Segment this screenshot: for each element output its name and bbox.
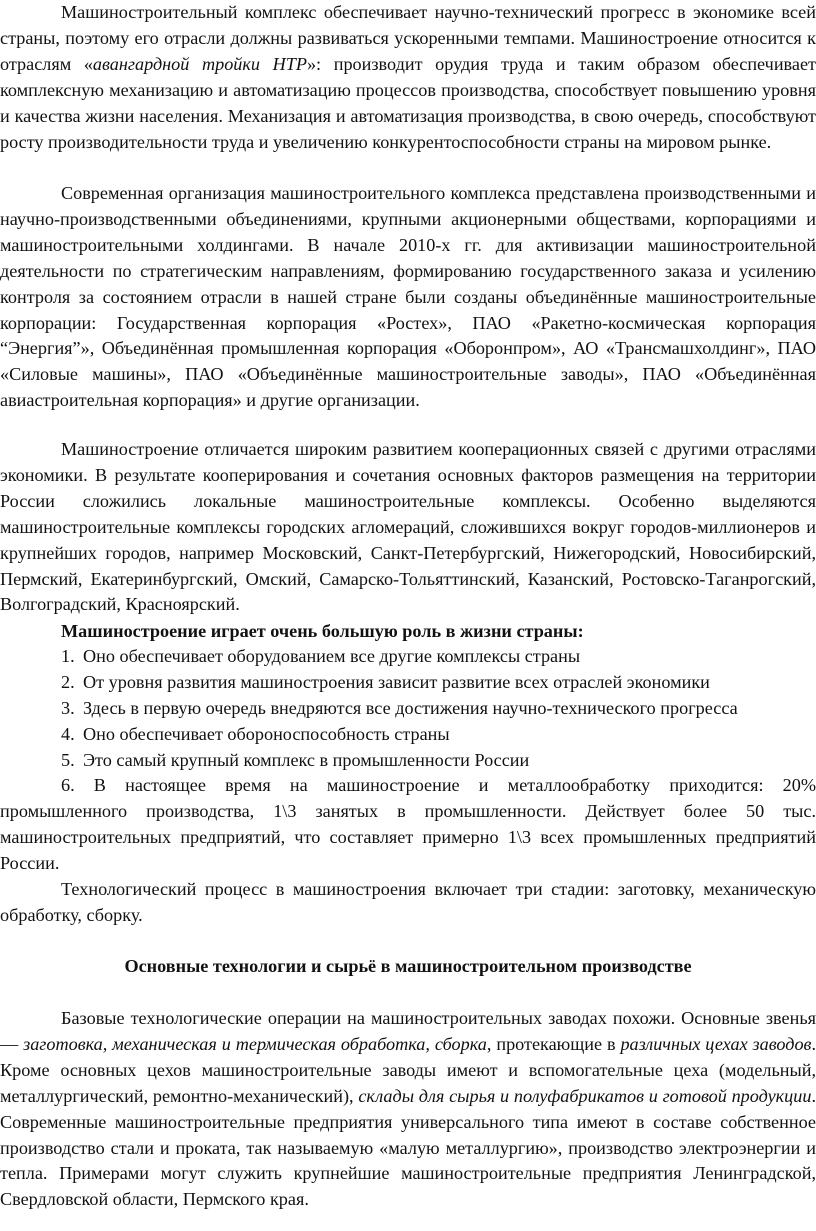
ops-italic-2: различных цехах заводов	[620, 1033, 812, 1054]
list-number: 4.	[61, 724, 75, 744]
list-text: От уровня развития машиностроения зависит развитие всех отраслей экономики	[83, 672, 710, 692]
list-item	[61, 722, 816, 748]
intro-text-a: Машиностроительный комплекс обеспечивает научно-технический прогресс в экономике всей страны, поэтому его отрасли должны развиваться ускоренными темпами. Машиностроение относится к отраслям «	[0, 2, 816, 74]
ops-text-a: Базовые технологические операции на машиностроительных заводах похожи. Основные звенья —	[0, 1008, 816, 1054]
paragraph-intro	[0, 0, 816, 155]
list-text: Оно обеспечивает обороноспособность страны	[83, 724, 450, 744]
paragraph-base-operations	[0, 1006, 816, 1213]
ops-text-b: , протекающие в	[486, 1033, 621, 1054]
section-heading: Основные технологии и сырьё в машиностроительном производстве	[124, 956, 692, 976]
paragraph-technology-stages: Технологический процесс в машиностроения включает три стадии: заготовку, механическую обработку, сборку.	[0, 879, 816, 925]
list-item	[61, 696, 816, 722]
paragraph-organization: Современная организация машиностроительного комплекса представлена производственными и научно-производственными объединениями, крупными акционерными обществами, корпорациями и машиностроительными холдингами. В начале 2010-х гг. для активизации машиностроительной деятельности по стратегическим направлениям, формированию государственного заказа и усилению контроля за состоянием отрасли в нашей стране были созданы объединённые машиностроительные корпорации: Государственная корпорация «Ростех», ПАО «Ракетно-космическая корпорация “Энергия”», Объединённая промышленная корпорация «Оборонпром», АО «Трансмашхолдинг», ПАО «Силовые машины», ПАО «Объединённые машиностроительные заводы», ПАО «Объединённая авиастроительная корпорация» и другие организации.	[0, 183, 816, 411]
list-item	[61, 748, 816, 774]
list-number: 2.	[61, 672, 75, 692]
ops-italic-1: заготовка, механическая и термическая обработка, сборка	[23, 1033, 487, 1054]
ops-text-d: . Современные машиностроительные предприятия универсального типа имеют в составе собственное производство стали и проката, так называемую «малую металлургию», производство электроэнергии и тепла. Примерами могут служить крупнейшие машиностроительные предприятия Ленинградской, Свердловской области, Пермского края.	[0, 1085, 816, 1210]
paragraph-item-6: 6. В настоящее время на машиностроение и металлообработку приходится: 20% промышленного производства, 1\3 занятых в промышленности. Действует более 50 тыс. машиностроительных предприятий, что составляет примерно 1\3 всех промышленных предприятий России.	[0, 775, 816, 873]
list-item	[61, 670, 816, 696]
intro-text-b: »: производит орудия труда и таким образом обеспечивает комплексную механизацию и автоматизацию процессов производства, способствует повышению уровня и качества жизни населения. Механизация и автоматизация производства, в свою очередь, способствуют росту производительности труда и увеличению конкурентоспособности страны на мировом рынке.	[0, 53, 816, 152]
list-item	[61, 644, 816, 670]
role-heading: Машиностроение играет очень большую роль в жизни страны:	[61, 621, 584, 641]
paragraph-cooperation: Машиностроение отличается широким развитием кооперационных связей с другими отраслями экономики. В результате кооперирования и сочетания основных факторов размещения на территории России сложились локальные машиностроительные комплексы. Особенно выделяются машиностроительные комплексы городских агломераций, сложившихся вокруг городов-миллионеров и крупнейших городов, например Московский, Санкт-Петербургский, Нижегородский, Новосибирский, Пермский, Екатеринбургский, Омский, Самарско-Тольяттинский, Казанский, Ростовско-Таганрогский, Волгоградский, Красноярский.	[0, 439, 816, 615]
list-number: 1.	[61, 646, 75, 666]
ops-italic-3: склады для сырья и полуфабрикатов и готовой продукции	[358, 1085, 812, 1106]
list-text: Здесь в первую очередь внедряются все достижения научно-технического прогресса	[83, 698, 738, 718]
intro-italic: авангардной тройки НТР	[92, 53, 307, 74]
ops-text-c: . Кроме основных цехов машиностроительные заводы имеют и вспомогательные цеха (модельный, металлургический, ремонтно-механический),	[0, 1033, 816, 1106]
list-text: Оно обеспечивает оборудованием все другие комплексы страны	[83, 646, 581, 666]
list-text: Это самый крупный комплекс в промышленности России	[83, 750, 530, 770]
list-number: 3.	[61, 698, 75, 718]
list-number: 5.	[61, 750, 75, 770]
